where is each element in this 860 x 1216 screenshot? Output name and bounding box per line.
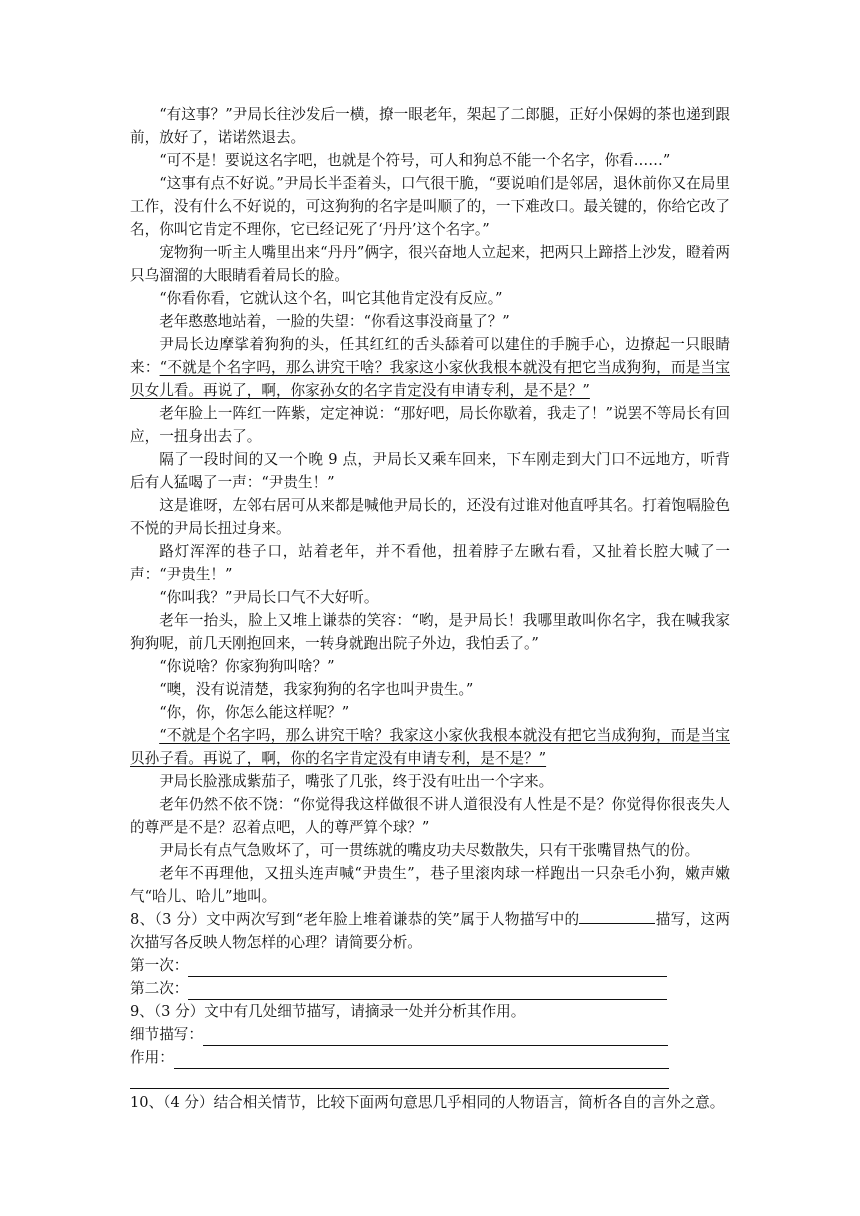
- story-paragraph: [130, 839, 730, 862]
- paragraph-text: 这是谁呀，左邻右居可从来都是喊他尹局长的，还没有过谁对他直呼其名。打着饱嗝脸色不悦的尹局长扭过身来。: [130, 497, 730, 537]
- question-8-text-after: 描写，这两次描写各反映人物怎样的心理？请简要分析。: [130, 911, 730, 951]
- story-paragraph: [130, 287, 730, 310]
- paragraph-text: 尹局长脸涨成紫茄子，嘴张了几张，终于没有吐出一个字来。: [159, 773, 554, 790]
- story-paragraph: [130, 609, 730, 655]
- question-8-first-answer-line[interactable]: [188, 959, 667, 977]
- paragraph-text: 尹局长有点气急败坏了，可一贯练就的嘴皮功夫尽数散失，只有干张嘴冒热气的份。: [159, 842, 700, 859]
- story-paragraph: [130, 241, 730, 287]
- story-paragraph: [130, 149, 730, 172]
- question-9-effect-label: 作用：: [130, 1049, 174, 1066]
- paragraph-text: “有这事？”尹局长往沙发后一横，撩一眼老年，架起了二郎腿，正好小保姆的茶也递到跟前，放好了，诺诺然退去。: [130, 106, 730, 146]
- document-page: [130, 103, 730, 1114]
- story-paragraph: [130, 862, 730, 908]
- question-10: 10、（4 分）结合相关情节，比较下面两句意思几乎相同的人物语言，简析各自的言外之意。: [130, 1094, 725, 1111]
- story-paragraph: [130, 655, 730, 678]
- story-paragraph: [130, 540, 730, 586]
- question-9: 9、（3 分）文中有几处细节描写，请摘录一处并分析其作用。: [130, 1003, 526, 1020]
- paragraph-text: 老年仍然不依不饶：“你觉得我这样做很不讲人道很没有人性是不是？你觉得你很丧失人的尊严是不是？忍着点吧，人的尊严算个球？”: [130, 796, 730, 836]
- paragraph-text: 老年憨憨地站着，一脸的失望：“你看这事没商量了？”: [159, 313, 510, 330]
- story-paragraph: [130, 678, 730, 701]
- question-9-effect-row: [130, 1046, 730, 1069]
- story-paragraph: [130, 402, 730, 448]
- story-paragraph: [130, 724, 730, 770]
- question-8-second-label: 第二次：: [130, 980, 189, 997]
- paragraph-text: “噢，没有说清楚，我家狗狗的名字也叫尹贵生。”: [159, 681, 474, 698]
- story-text: [130, 103, 730, 908]
- story-paragraph: [130, 701, 730, 724]
- story-paragraph: [130, 333, 730, 402]
- question-9-extra-answer-line[interactable]: [130, 1069, 669, 1089]
- paragraph-text: “可不是！要说这名字吧，也就是个符号，可人和狗总不能一个名字，你看……”: [159, 152, 671, 169]
- paragraph-text: 宠物狗一听主人嘴里出来“丹丹”俩字，很兴奋地人立起来，把两只上蹄搭上沙发，瞪着两只乌溜溜的大眼睛看着局长的脸。: [130, 244, 730, 284]
- question-8-text-before: 8、（3 分）文中两次写到“老年脸上堆着谦恭的笑”属于人物描写中的: [130, 911, 580, 928]
- paragraph-text: “你说啥？你家狗狗叫啥？”: [159, 658, 335, 675]
- question-8-answer-blank[interactable]: [579, 909, 655, 924]
- question-9-detail-row: [130, 1023, 730, 1046]
- paragraph-text: 尹局长边摩挲着狗狗的头，任其红红的舌头舔着可以建住的手腕手心，边撩起一只眼睛来：: [130, 336, 730, 376]
- question-8: [130, 908, 730, 954]
- question-9-effect-answer-line[interactable]: [174, 1051, 669, 1069]
- story-paragraph: [130, 172, 730, 241]
- story-paragraph: [130, 793, 730, 839]
- story-paragraph: [130, 103, 730, 149]
- story-paragraph: [130, 586, 730, 609]
- question-8-first-label: 第一次：: [130, 957, 189, 974]
- paragraph-text: “你看你看，它就认这个名，叫它其他肯定没有反应。”: [159, 290, 503, 307]
- question-8-second-row: [130, 977, 730, 1000]
- story-paragraph: [130, 494, 730, 540]
- paragraph-text: 老年脸上一阵红一阵紫，定定神说：“那好吧，局长你歇着，我走了！”说罢不等局长有回应，一扭身出去了。: [130, 405, 730, 445]
- paragraph-text: “你，你，你怎么能这样呢？”: [159, 704, 350, 721]
- paragraph-text: 老年一抬头，脸上又堆上谦恭的笑容：“哟，是尹局长！我哪里敢叫你名字，我在喊我家狗狗呢，前几天刚抱回来，一转身就跑出院子外边，我怕丢了。”: [130, 612, 730, 652]
- question-8-second-answer-line[interactable]: [188, 982, 667, 1000]
- paragraph-text: “你叫我？”尹局长口气不大好听。: [159, 589, 379, 606]
- question-9-detail-answer-line[interactable]: [203, 1028, 668, 1046]
- underlined-quote: “不就是个名字吗，那么讲究干啥？我家这小家伙我根本就没有把它当成狗狗，而是当宝贝女儿看。再说了，啊，你家孙女的名字肯定没有申请专利，是不是？”: [130, 359, 730, 399]
- story-paragraph: [130, 770, 730, 793]
- paragraph-text: 路灯浑浑的巷子口，站着老年，并不看他，扭着脖子左瞅右看，又扯着长腔大喊了一声：“尹贵生！”: [130, 543, 730, 583]
- story-paragraph: [130, 448, 730, 494]
- paragraph-text: 老年不再理他，又扭头连声喊“尹贵生”，巷子里滚肉球一样跑出一只杂毛小狗，嫩声嫩气“哈儿、哈儿”地叫。: [130, 865, 730, 905]
- question-9-detail-label: 细节描写：: [130, 1026, 203, 1043]
- story-paragraph: [130, 310, 730, 333]
- paragraph-text: “这事有点不好说。”尹局长半歪着头，口气很干脆，“要说咱们是邻居，退休前你又在局里工作，没有什么不好说的，可这狗狗的名字是叫顺了的，一下难改口。最关键的，你给它改了名，你叫它肯定不理你，它已经记死了‘丹丹’这个名字。”: [130, 175, 730, 238]
- paragraph-text: 隔了一段时间的又一个晚 9 点，尹局长又乘车回来，下车刚走到大门口不远地方，听背后有人猛喝了一声：“尹贵生！”: [130, 451, 730, 491]
- question-8-first-row: [130, 954, 730, 977]
- underlined-quote: “不就是个名字吗，那么讲究干啥？我家这小家伙我根本就没有把它当成狗狗，而是当宝贝孙子看。再说了，啊，你的名字肯定没有申请专利，是不是？”: [130, 727, 730, 767]
